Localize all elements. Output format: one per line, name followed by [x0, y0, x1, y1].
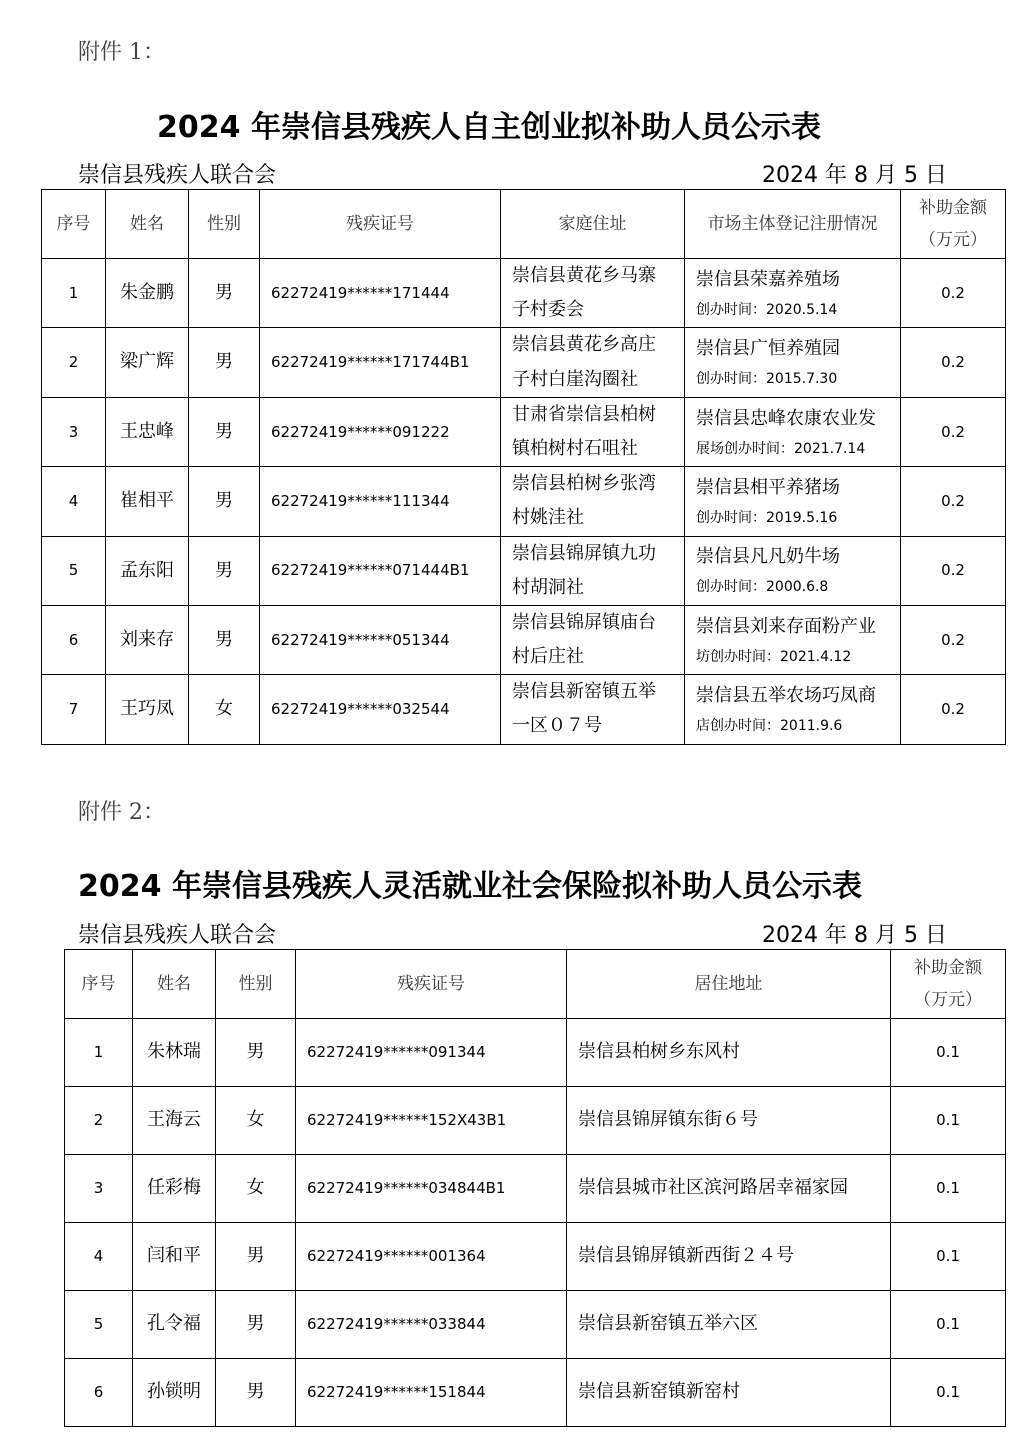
registration-line-2: 创办时间：2020.5.14	[696, 301, 838, 318]
subsidy-amount: 0.1	[891, 1291, 1006, 1359]
residential-address: 崇信县新窑镇新窑村	[567, 1359, 891, 1427]
table-1-date: 2024 年 8 月 5 日	[762, 163, 947, 188]
column-header	[65, 950, 133, 1019]
column-header-line: 居住地址	[694, 973, 763, 994]
column-header	[133, 950, 216, 1019]
home-address-line-2: 一区０７号	[512, 715, 602, 737]
market-registration	[685, 675, 901, 744]
person-name: 朱林瑞	[133, 1019, 216, 1087]
home-address	[501, 397, 685, 466]
gender: 男	[216, 1359, 296, 1427]
table-2-header-row	[65, 950, 1006, 1019]
disability-certificate-number: 62272419******091344	[296, 1019, 567, 1087]
market-registration	[685, 259, 901, 328]
home-address	[501, 259, 685, 328]
table-2	[64, 949, 1006, 1427]
subsidy-amount: 0.1	[891, 1155, 1006, 1223]
person-name: 闫和平	[133, 1223, 216, 1291]
row-number: 7	[42, 675, 106, 744]
subsidy-amount: 0.1	[891, 1359, 1006, 1427]
gender: 男	[189, 259, 260, 328]
person-name: 刘来存	[106, 605, 189, 674]
row-number: 2	[65, 1087, 133, 1155]
registration-line-1: 崇信县刘来存面粉产业	[696, 615, 876, 637]
row-number: 4	[65, 1223, 133, 1291]
disability-certificate-number: 62272419******091222	[260, 397, 501, 466]
column-header-line: 序号	[56, 213, 91, 234]
person-name: 王巧凤	[106, 675, 189, 744]
subsidy-amount: 0.2	[901, 259, 1006, 328]
subsidy-amount: 0.2	[901, 397, 1006, 466]
person-name: 王海云	[133, 1087, 216, 1155]
column-header-line: 性别	[207, 213, 241, 234]
person-name: 崔相平	[106, 467, 189, 536]
subsidy-amount: 0.2	[901, 605, 1006, 674]
column-header	[901, 190, 1006, 259]
home-address	[501, 605, 685, 674]
subsidy-amount: 0.1	[891, 1019, 1006, 1087]
gender: 男	[216, 1223, 296, 1291]
person-name: 任彩梅	[133, 1155, 216, 1223]
person-name: 孟东阳	[106, 536, 189, 605]
gender: 男	[216, 1019, 296, 1087]
row-number: 6	[42, 605, 106, 674]
table-row	[42, 328, 1006, 397]
residential-address: 崇信县锦屏镇东街６号	[567, 1087, 891, 1155]
market-registration	[685, 605, 901, 674]
home-address-line-1: 崇信县黄花乡马寨	[512, 265, 656, 286]
table-2-title: 2024 年崇信县残疾人灵活就业社会保险拟补助人员公示表	[78, 869, 862, 904]
residential-address: 崇信县锦屏镇新西街２４号	[567, 1223, 891, 1291]
home-address-line-1: 崇信县锦屏镇九功	[512, 542, 656, 564]
table-row	[65, 1019, 1006, 1087]
residential-address: 崇信县柏树乡东风村	[567, 1019, 891, 1087]
subsidy-amount: 0.1	[891, 1087, 1006, 1155]
market-registration	[685, 467, 901, 536]
gender: 男	[189, 605, 260, 674]
table-2-date: 2024 年 8 月 5 日	[762, 923, 947, 948]
row-number: 3	[42, 397, 106, 466]
table-1	[41, 189, 1006, 745]
registration-line-2: 店创办时间：2011.9.6	[696, 718, 843, 735]
market-registration	[685, 397, 901, 466]
gender: 女	[216, 1087, 296, 1155]
table-row	[65, 1155, 1006, 1223]
disability-certificate-number: 62272419******001364	[296, 1223, 567, 1291]
column-header-line: （万元）	[919, 230, 987, 250]
column-header	[42, 190, 106, 259]
gender: 男	[189, 328, 260, 397]
table-row	[65, 1359, 1006, 1427]
home-address-line-1: 崇信县黄花乡高庄	[512, 334, 656, 356]
home-address-line-2: 子村白崖沟圈社	[512, 368, 638, 390]
registration-line-2: 坊创办时间：2021.4.12	[696, 648, 852, 665]
home-address	[501, 328, 685, 397]
column-header-line: 补助金额	[914, 957, 982, 978]
table-row	[65, 1291, 1006, 1359]
table-row	[42, 397, 1006, 466]
table-row	[65, 1223, 1006, 1291]
table-1-header-row	[42, 190, 1006, 259]
registration-line-1: 崇信县广恒养殖园	[696, 338, 840, 360]
column-header-line: 序号	[81, 973, 116, 994]
registration-line-2: 创办时间：2000.6.8	[696, 579, 829, 596]
disability-certificate-number: 62272419******171744B1	[260, 328, 501, 397]
column-header	[567, 950, 891, 1019]
registration-line-2: 展场创办时间：2021.7.14	[696, 440, 866, 457]
table-row	[42, 259, 1006, 328]
table-row	[42, 605, 1006, 674]
registration-line-2: 创办时间：2015.7.30	[696, 371, 838, 388]
home-address-line-1: 甘肃省崇信县柏树	[512, 403, 656, 425]
registration-line-1: 崇信县相平养猪场	[696, 476, 840, 498]
column-header-line: 市场主体登记注册情况	[707, 213, 878, 234]
column-header	[260, 190, 501, 259]
row-number: 4	[42, 467, 106, 536]
disability-certificate-number: 62272419******152X43B1	[296, 1087, 567, 1155]
table-2-organization: 崇信县残疾人联合会	[78, 923, 277, 948]
subsidy-amount: 0.2	[901, 675, 1006, 744]
column-header-line: （万元）	[914, 990, 982, 1010]
row-number: 1	[42, 259, 106, 328]
column-header	[685, 190, 901, 259]
row-number: 5	[42, 536, 106, 605]
row-number: 6	[65, 1359, 133, 1427]
table-row	[42, 536, 1006, 605]
column-header-line: 姓名	[157, 973, 191, 994]
market-registration	[685, 536, 901, 605]
attachment-2-label: 附件 2：	[78, 800, 165, 825]
row-number: 2	[42, 328, 106, 397]
column-header-line: 补助金额	[919, 197, 987, 218]
registration-line-1: 崇信县凡凡奶牛场	[696, 546, 840, 568]
home-address-line-1: 崇信县柏树乡张湾	[512, 473, 656, 495]
row-number: 5	[65, 1291, 133, 1359]
home-address-line-1: 崇信县新窑镇五举	[512, 681, 656, 703]
disability-certificate-number: 62272419******171444	[260, 259, 501, 328]
gender: 女	[189, 675, 260, 744]
row-number: 1	[65, 1019, 133, 1087]
home-address	[501, 467, 685, 536]
gender: 男	[189, 397, 260, 466]
column-header	[189, 190, 260, 259]
table-row	[42, 675, 1006, 744]
disability-certificate-number: 62272419******071444B1	[260, 536, 501, 605]
attachment-1-label: 附件 1：	[78, 40, 165, 65]
person-name: 朱金鹏	[106, 259, 189, 328]
home-address-line-2: 子村委会	[512, 299, 584, 321]
column-header-line: 姓名	[130, 213, 164, 234]
subsidy-amount: 0.2	[901, 536, 1006, 605]
disability-certificate-number: 62272419******033844	[296, 1291, 567, 1359]
row-number: 3	[65, 1155, 133, 1223]
gender: 女	[216, 1155, 296, 1223]
column-header	[501, 190, 685, 259]
column-header	[216, 950, 296, 1019]
table-1-title: 2024 年崇信县残疾人自主创业拟补助人员公示表	[157, 110, 821, 145]
person-name: 梁广辉	[106, 328, 189, 397]
registration-line-2: 创办时间：2019.5.16	[696, 510, 838, 527]
home-address	[501, 536, 685, 605]
home-address-line-2: 村后庄社	[512, 646, 584, 668]
gender: 男	[189, 536, 260, 605]
registration-line-1: 崇信县五举农场巧凤商	[696, 685, 876, 707]
residential-address: 崇信县城市社区滨河路居幸福家园	[567, 1155, 891, 1223]
gender: 男	[216, 1291, 296, 1359]
disability-certificate-number: 62272419******151844	[296, 1359, 567, 1427]
gender: 男	[189, 467, 260, 536]
subsidy-amount: 0.1	[891, 1223, 1006, 1291]
home-address-line-2: 镇柏树村石咀社	[512, 437, 638, 459]
home-address-line-2: 村姚洼社	[512, 507, 584, 529]
disability-certificate-number: 62272419******034844B1	[296, 1155, 567, 1223]
registration-line-1: 崇信县荣嘉养殖场	[696, 268, 840, 290]
home-address-line-2: 村胡洞社	[512, 576, 584, 598]
residential-address: 崇信县新窑镇五举六区	[567, 1291, 891, 1359]
disability-certificate-number: 62272419******032544	[260, 675, 501, 744]
market-registration	[685, 328, 901, 397]
person-name: 孙锁明	[133, 1359, 216, 1427]
table-1-organization: 崇信县残疾人联合会	[78, 163, 277, 188]
disability-certificate-number: 62272419******051344	[260, 605, 501, 674]
column-header-line: 残疾证号	[397, 973, 465, 994]
subsidy-amount: 0.2	[901, 467, 1006, 536]
person-name: 孔令福	[133, 1291, 216, 1359]
subsidy-amount: 0.2	[901, 328, 1006, 397]
column-header-line: 残疾证号	[346, 213, 414, 234]
registration-line-1: 崇信县忠峰农康农业发	[696, 407, 876, 429]
column-header	[891, 950, 1006, 1019]
column-header-line: 性别	[238, 973, 273, 994]
column-header	[106, 190, 189, 259]
column-header-line: 家庭住址	[558, 213, 627, 234]
table-row	[65, 1087, 1006, 1155]
home-address-line-1: 崇信县锦屏镇庙台	[512, 611, 656, 633]
home-address	[501, 675, 685, 744]
column-header	[296, 950, 567, 1019]
table-row	[42, 467, 1006, 536]
person-name: 王忠峰	[106, 397, 189, 466]
disability-certificate-number: 62272419******111344	[260, 467, 501, 536]
